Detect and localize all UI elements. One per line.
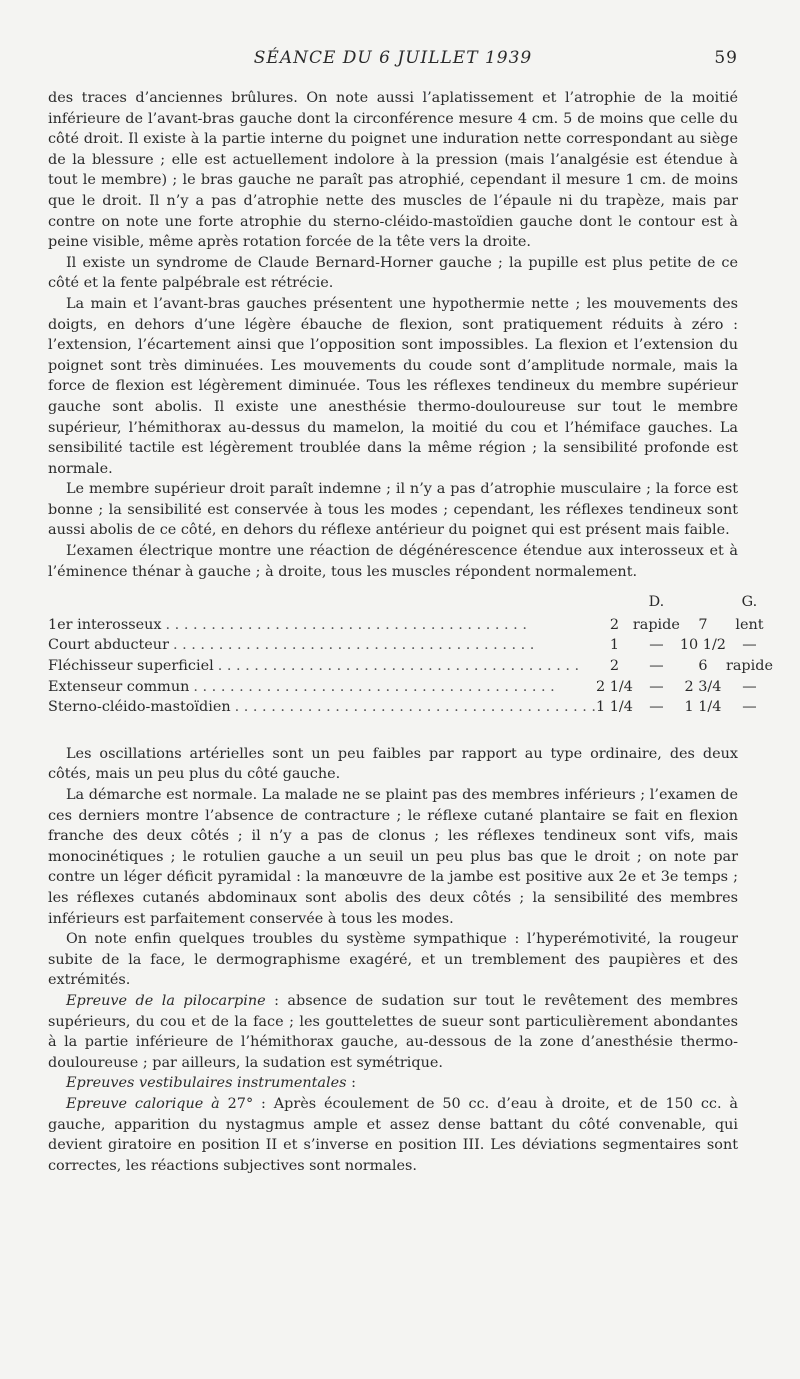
muscle-name: Extenseur commun [48,679,193,695]
section-label: Epreuve calorique à [66,1095,220,1112]
d-value: 2 1/4 [596,678,633,695]
muscle-name: Sterno-cléido-mastoïdien [48,699,235,715]
g-type: — [742,699,757,716]
g-value: 1 1/4 [684,699,722,716]
header-g: G. [741,594,758,611]
g-value: 10 1/2 [679,637,726,654]
d-type: — [649,658,664,675]
g-type: — [742,637,757,654]
d-type: — [649,699,664,716]
table-row [48,635,773,656]
d-type: rapide [632,616,680,633]
paragraph-text: : [346,1075,356,1092]
paragraph: Les oscillations artérielles sont un peu faibles par rapport au type ordinaire, des deux côtés, mais un peu plus du côté gauche. [48,745,738,783]
paragraph-text: 27° : Après écoulement de 50 cc. d’eau à droite, et de 150 cc. à gauche, apparition du nystagmus ample et assez dense battant du côté convenable, qui devient giratoire en position II et s’inverse en position III. Les déviations segmentaires sont correctes, les réactions subjectives sont normales. [48,1095,738,1174]
d-value: 2 [609,658,620,675]
document-body [48,88,773,1176]
dot-leader: . . . . . . . . . . . . . . . . . . . . . . . . . . . . . . . . . . . . . . . . [193,678,555,695]
table-row [48,615,773,636]
table-header-row [48,592,773,615]
vestibular-heading [48,1073,738,1094]
dot-leader: . . . . . . . . . . . . . . . . . . . . . . . . . . . . . . . . . . . . . . . . [165,616,527,633]
g-type: — [742,678,757,695]
d-value: 2 [609,616,620,633]
section-label: Epreuve de la pilocarpine [66,992,266,1009]
g-value: 7 [698,616,708,633]
paragraph: On note enfin quelques troubles du système sympathique : l’hyperémotivité, la rougeur subite de la face, le dermographisme exagéré, et un tremblement des paupières et des extrémités. [48,931,738,989]
g-value: 6 [698,658,708,675]
paragraph-text: : absence de sudation sur tout le revêtement des membres supérieurs, du cou et de la face ; les gouttelettes de sueur sont particulièrement abondantes à la partie inférieure de l’hémithorax gauche, au-dessous de la zone d’anesthésie thermo-douloureuse ; par ailleurs, la sudation est symétrique. [48,992,738,1071]
g-value: 2 3/4 [684,678,722,695]
paragraph: La démarche est normale. La malade ne se plaint pas des membres inférieurs ; l’examen de ces derniers montre l’absence de contracture ; le réflexe cutané plantaire se fait en flexion franche des deux côtés ; il n’y a pas de clonus ; les réflexes tendineux sont vifs, mais monocinétiques ; le rotulien gauche a un seuil un peu plus bas que le droit ; on note par contre un léger déficit pyramidal : la manœuvre de la jambe est positive aux 2e et 3e temps ; les réflexes cutanés abdominaux sont abolis des deux côtés ; la sensibilité des membres inférieurs est parfaitement conservée à tous les modes. [48,787,738,927]
g-type: lent [735,616,764,633]
running-header [48,48,738,74]
d-type: — [649,637,664,654]
g-type: rapide [725,658,773,675]
pilocarpine-paragraph [48,991,738,1073]
caloric-paragraph [48,1094,738,1176]
dot-leader: . . . . . . . . . . . . . . . . . . . . . . . . . . . . . . . . . . . . . . . . [217,658,580,675]
table-row [48,697,773,718]
d-type: — [649,678,664,695]
table-row [48,677,773,698]
table-row [48,656,773,677]
paragraph: La main et l’avant-bras gauches présentent une hypothermie nette ; les mouvements des doigts, en dehors d’une légère ébauche de flexion, sont pratiquement réduits à zéro : l’extension, l’écartement ainsi que l’opposition sont impossibles. La flexion et l’extension du poignet sont très diminuées. Les mouvements du coude sont d’amplitude normale, mais la force de flexion est légèrement diminuée. Tous les réflexes tendineux du membre supérieur gauche sont abolis. Il existe une anesthésie thermo-douloureuse sur tout le membre supérieur, l’hémithorax au-dessus du mamelon, la moitié du cou et l’hémiface gauches. La sensibilité tactile est légèrement troublée dans la même région ; la sensibilité profonde est normale. [48,295,738,477]
header-d: D. [648,594,665,611]
paragraph: Il existe un syndrome de Claude Bernard-Horner gauche ; la pupille est plus petite de ce côté et la fente palpébrale est rétrécie. [48,254,738,292]
header-title: SÉANCE DU 6 JUILLET 1939 [253,48,533,68]
muscle-name: Fléchisseur superficiel [48,658,218,674]
paragraph: des traces d’anciennes brûlures. On note aussi l’aplatissement et l’atrophie de la moitié inférieure de l’avant-bras gauche dont la circonférence mesure 4 cm. 5 de moins que celle du côté droit. Il existe à la partie interne du poignet une induration nette correspondant au siège de la blessure ; elle est actuellement indolore à la pression (mais l’analgésie est étendue à tout le membre) ; le bras gauche ne paraît pas atrophié, cependant il mesure 1 cm. de moins que le droit. Il n’y a pas d’atrophie nette des muscles de l’épaule ni du trapèze, mais par contre on note une forte atrophie du sterno-cléido-mastoïdien gauche dont le contour est à peine visible, même après rotation forcée de la tête vers la droite. [48,90,738,251]
d-value: 1 1/4 [596,699,633,716]
chronaxie-table [48,592,773,718]
muscle-name: Court abducteur [48,637,173,653]
page-number: 59 [714,48,738,68]
paragraph: L’examen électrique montre une réaction de dégénérescence étendue aux interosseux et à l’éminence thénar à gauche ; à droite, tous les muscles répondent normalement. [48,543,738,580]
document-page [48,48,773,1176]
dot-leader: . . . . . . . . . . . . . . . . . . . . . . . . . . . . . . . . . . . . . . . . [234,699,596,716]
paragraph: Le membre supérieur droit paraît indemne ; il n’y a pas d’atrophie musculaire ; la force est bonne ; la sensibilité est conservée à tous les modes ; cependant, les réflexes tendineux sont aussi abolis de ce côté, en dehors du réflexe antérieur du poignet qui est présent mais faible. [48,481,738,539]
muscle-name: 1er interosseux [48,617,166,633]
dot-leader: . . . . . . . . . . . . . . . . . . . . . . . . . . . . . . . . . . . . . . . . [172,637,535,654]
section-label: Epreuves vestibulaires instrumentales [66,1075,347,1092]
d-value: 1 [609,637,620,654]
